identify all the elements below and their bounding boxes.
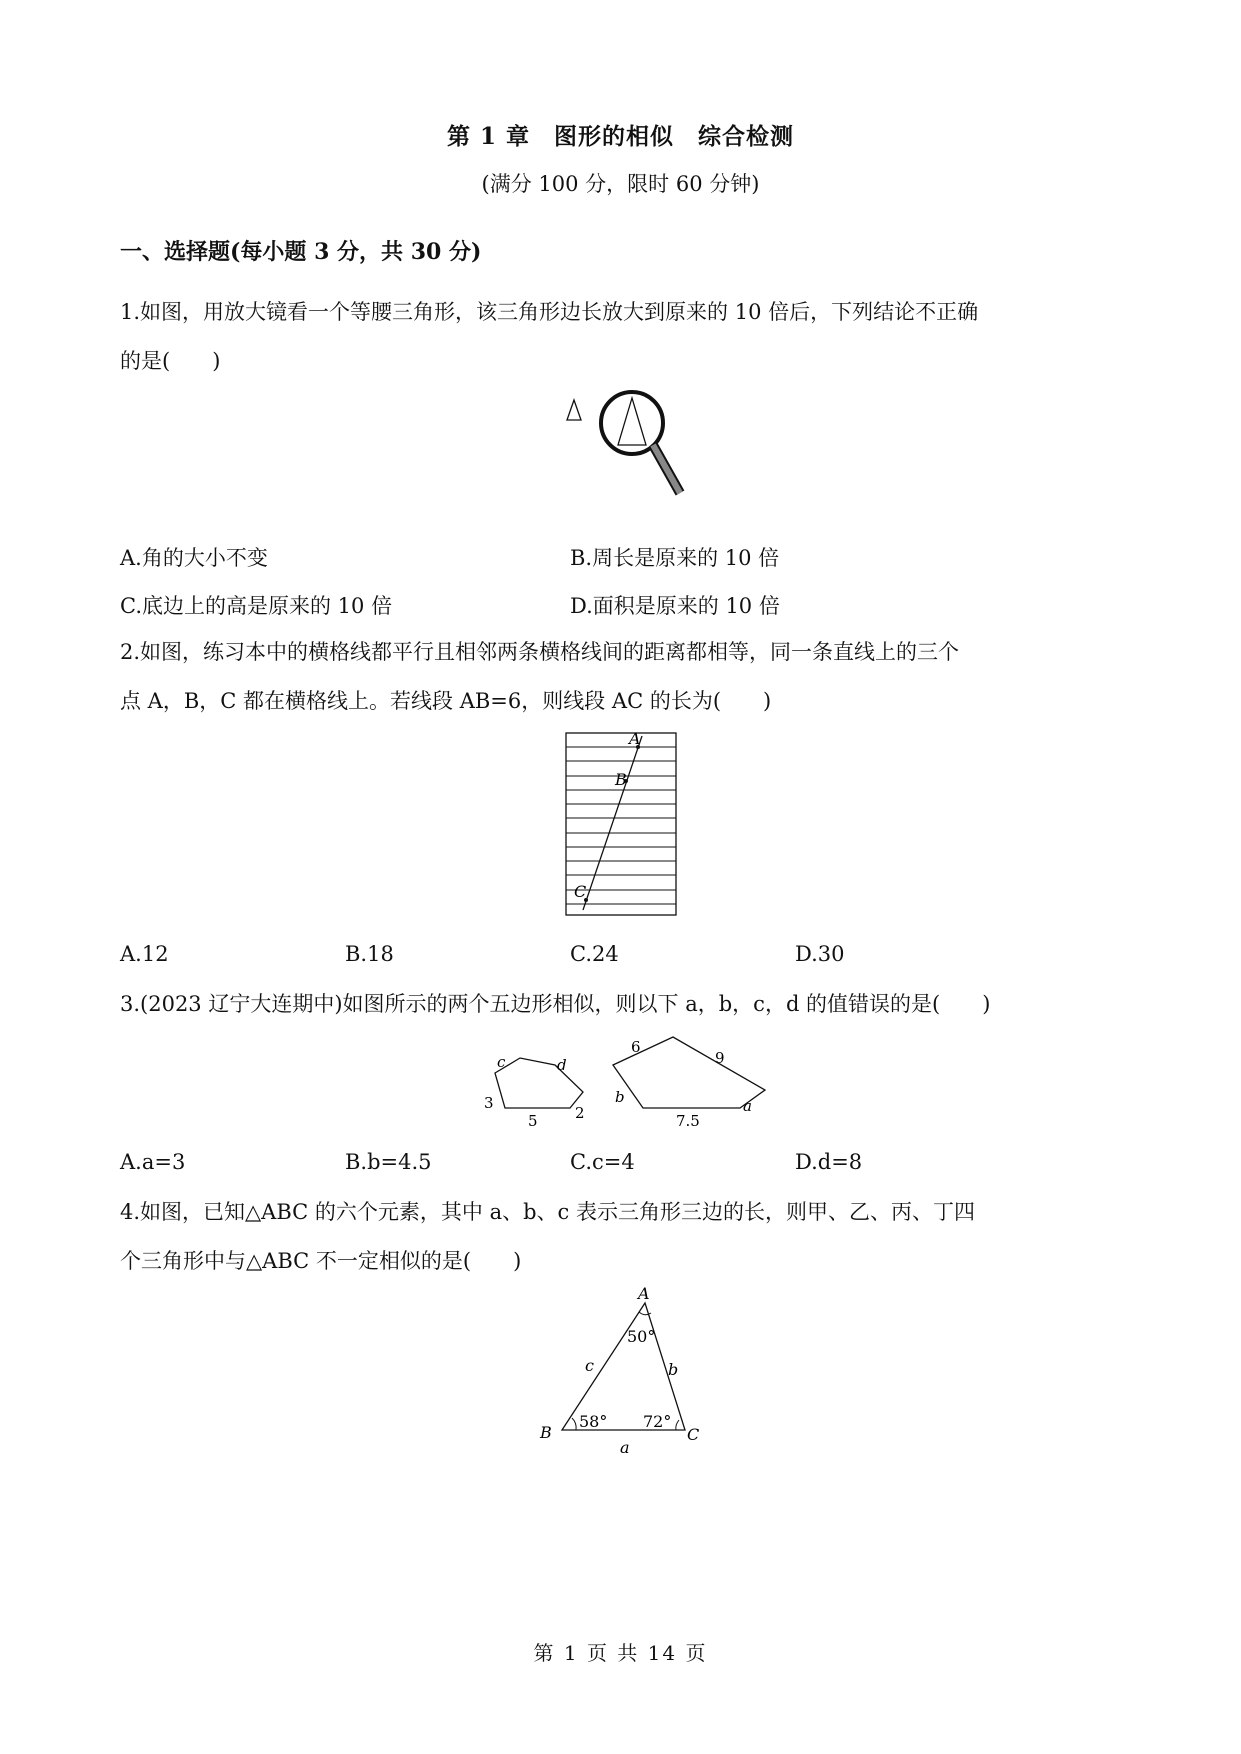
page-subtitle: (满分 100 分，限时 60 分钟): [481, 172, 760, 196]
question-3-option-a: A.a=3: [120, 1150, 186, 1174]
section-heading: 一、选择题(每小题 3 分，共 30 分): [120, 239, 482, 265]
question-1-option-d: D.面积是原来的 10 倍: [570, 594, 780, 618]
label-b: B: [615, 770, 627, 789]
small-pentagon: [495, 1058, 583, 1108]
question-2-option-b: B.18: [345, 942, 394, 966]
side-a-label: a: [620, 1438, 630, 1457]
small-label-5: 5: [528, 1112, 538, 1130]
question-1-option-c: C.底边上的高是原来的 10 倍: [120, 594, 393, 618]
small-label-d: d: [557, 1056, 567, 1074]
notebook-lines-figure: [560, 730, 685, 920]
small-label-3: 3: [484, 1094, 494, 1112]
triangle-abc: [562, 1303, 685, 1430]
angle-a-arc: [639, 1312, 651, 1315]
vertex-b-label: B: [540, 1423, 552, 1442]
side-c-label: c: [585, 1356, 594, 1375]
question-4-line2: 个三角形中与△ABC 不一定相似的是( ): [120, 1249, 522, 1273]
question-4-text: [120, 1188, 1130, 1286]
question-2-option-d: D.30: [795, 942, 845, 966]
question-1-text: [120, 288, 1130, 386]
angle-a-value: 50°: [627, 1327, 656, 1346]
question-3-text: [120, 980, 1130, 1029]
large-label-6: 6: [631, 1038, 641, 1056]
small-label-2: 2: [575, 1104, 585, 1122]
label-a: A: [629, 730, 641, 748]
question-1-option-a: A.角的大小不变: [120, 546, 268, 570]
question-3-option-c: C.c=4: [570, 1150, 635, 1174]
large-label-7-5: 7.5: [676, 1112, 700, 1130]
question-2-line1: 2.如图，练习本中的横格线都平行且相邻两条横格线间的距离都相等，同一条直线上的三个: [120, 640, 960, 664]
question-3-line1: 3.(2023 辽宁大连期中)如图所示的两个五边形相似，则以下 a，b，c，d 的值错误的是( ): [120, 992, 991, 1016]
vertex-a-label: A: [638, 1285, 650, 1303]
question-1-line1: 1.如图，用放大镜看一个等腰三角形，该三角形边长放大到原来的 10 倍后，下列结论不正确: [120, 300, 979, 324]
side-b-label: b: [668, 1360, 679, 1379]
question-2-option-c: C.24: [570, 942, 619, 966]
vertex-c-label: C: [687, 1425, 700, 1444]
angle-c-value: 72°: [643, 1412, 672, 1431]
question-1-option-b: B.周长是原来的 10 倍: [570, 546, 780, 570]
question-4-line1: 4.如图，已知△ABC 的六个元素，其中 a、b、c 表示三角形三边的长，则甲、乙、丙、丁四: [120, 1200, 975, 1224]
angle-b-arc: [572, 1418, 576, 1430]
label-c: C: [574, 882, 587, 901]
page-footer: 第 1 页 共 14 页: [533, 1641, 708, 1665]
large-label-b: b: [615, 1088, 625, 1106]
question-3-option-d: D.d=8: [795, 1150, 863, 1174]
large-label-9: 9: [715, 1049, 725, 1067]
question-3-option-b: B.b=4.5: [345, 1150, 432, 1174]
question-2-line2: 点 A，B，C 都在横格线上。若线段 AB=6，则线段 AC 的长为( ): [120, 689, 772, 713]
small-triangle-icon: [567, 400, 581, 420]
question-2-text: [120, 628, 1130, 726]
small-label-c: c: [497, 1053, 506, 1071]
question-1-line2: 的是( ): [120, 349, 221, 373]
pentagons-figure: [475, 1030, 775, 1130]
large-label-a: a: [743, 1097, 752, 1115]
magnifier-figure: [550, 385, 700, 510]
triangle-abc-figure: [535, 1285, 715, 1460]
angle-c-arc: [676, 1420, 679, 1430]
page-title: 第 1 章 图形的相似 综合检测: [446, 123, 795, 150]
question-2-option-a: A.12: [120, 942, 169, 966]
line-abc: [583, 736, 642, 910]
angle-b-value: 58°: [579, 1412, 608, 1431]
